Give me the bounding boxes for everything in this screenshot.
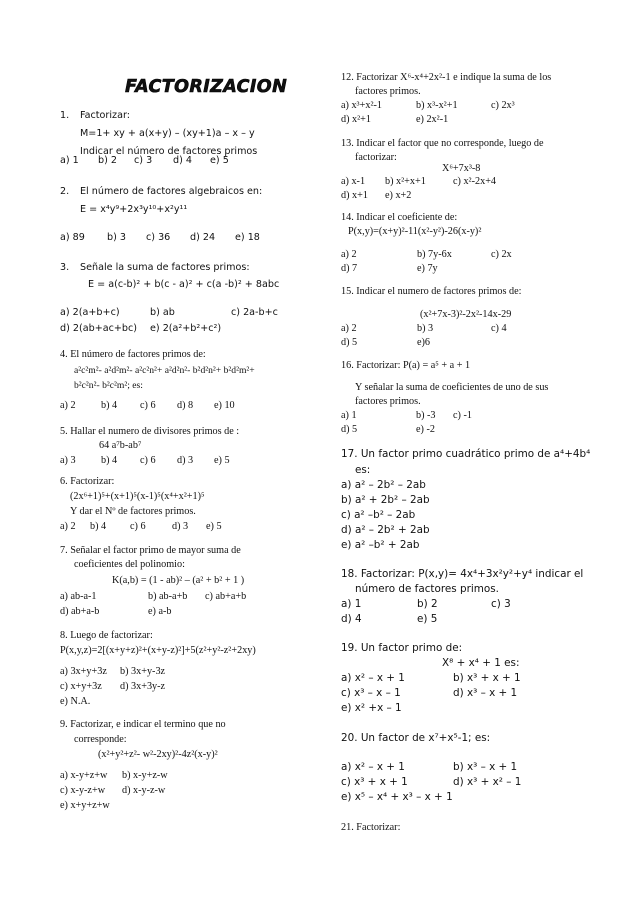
option: d) 7 (341, 263, 358, 274)
q1-options (60, 156, 332, 168)
q1-instruction: Indicar el número de factores primos (80, 146, 258, 157)
option: c) 2a-b+c (231, 307, 278, 318)
q18-text: 18. Factorizar: P(x,y)= 4x⁴+3x²y²+y⁴ indicar el (341, 568, 584, 580)
q16-instruction-cont: factores primos. (355, 396, 421, 407)
q17-text: 17. Un factor primo cuadrático primo de a⁴+4b⁴ (341, 448, 591, 460)
option: b) 4 (101, 455, 118, 466)
option: c) -1 (453, 410, 472, 421)
option: b) 3x+y-3z (120, 666, 166, 677)
q18-text-cont: número de factores primos. (355, 583, 499, 595)
option: e) a-b (148, 606, 172, 617)
q7-text: 7. Señalar el factor primo de mayor suma de (60, 545, 241, 556)
option: d) x²+1 (341, 114, 372, 125)
q8-text: 8. Luego de factorizar: (60, 630, 153, 641)
option: d) 2(ab+ac+bc) (60, 323, 138, 334)
option: e) 18 (235, 232, 260, 243)
option: a) 2 (341, 323, 357, 334)
option: c) 6 (140, 400, 156, 411)
q3-number: 3. (60, 262, 70, 273)
option: e) 5 (206, 521, 222, 532)
option: b) 4 (90, 521, 107, 532)
option: a) 1 (341, 598, 362, 610)
option: a) 1 (60, 155, 79, 166)
q6-options (60, 522, 332, 534)
option: c) 2x (491, 249, 512, 260)
option: d) 3x+3y-z (120, 681, 166, 692)
option: e) 2(a²+b²+c²) (150, 323, 222, 334)
option: d) x³ + x² – 1 (453, 776, 522, 788)
option: b) 4 (101, 400, 118, 411)
option: d) 8 (177, 400, 194, 411)
q5-text: 5. Hallar el numero de divisores primos de : (60, 426, 240, 437)
option: a) x² – x + 1 (341, 761, 405, 773)
q6-instruction: Y dar el Nº de factores primos. (70, 506, 196, 517)
option: c) a² –b² – 2ab (341, 509, 416, 521)
option: c) x+y+3z (60, 681, 102, 692)
q1-text: Factorizar: (80, 110, 130, 121)
q17-text-cont: es: (355, 464, 371, 476)
option: b) x-y+z-w (122, 770, 168, 781)
q19-expression: X⁸ + x⁴ + 1 es: (442, 657, 520, 669)
option: a) 2(a+b+c) (60, 307, 120, 318)
q13-text: 13. Indicar el factor que no corresponde, luego de (341, 138, 544, 149)
option: c) 6 (130, 521, 146, 532)
option: e) 5 (417, 613, 438, 625)
option: d) 24 (190, 232, 216, 243)
option: d) 5 (341, 337, 358, 348)
option: e) 5 (210, 155, 229, 166)
option: c) 3 (134, 155, 153, 166)
option: d) ab+a-b (60, 606, 100, 617)
option: b) 3 (417, 323, 434, 334)
option: e) 5 (214, 455, 230, 466)
q4-text: 4. El número de factores primos de: (60, 349, 206, 360)
option: a) 3 (60, 455, 76, 466)
option: c) 2x³ (491, 100, 515, 111)
option: e) x+2 (385, 190, 412, 201)
q9-text: 9. Factorizar, e indicar el termino que no (60, 719, 226, 730)
option: c) 6 (140, 455, 156, 466)
option: b) 3 (107, 232, 126, 243)
q2-text: El número de factores algebraicos en: (80, 186, 263, 197)
option: c) x²-2x+4 (453, 176, 497, 187)
option: a) 1 (341, 410, 357, 421)
q6-text: 6. Factorizar: (60, 476, 115, 487)
q4-expression-cont: b²c²n²- b²c²m²; es: (74, 380, 143, 391)
option: e) 2x²-1 (416, 114, 449, 125)
option: b) x³ + x + 1 (453, 672, 521, 684)
option: b) ab-a+b (148, 591, 188, 602)
option: a) x-y+z+w (60, 770, 108, 781)
option: d) x+1 (341, 190, 368, 201)
option: d) a² – 2b² + 2ab (341, 524, 430, 536)
option: b) -3 (416, 410, 436, 421)
q4-options (60, 401, 332, 413)
option: c) x³ – x – 1 (341, 687, 401, 699)
q13-expression: X⁶+7x³-8 (442, 163, 481, 174)
q16-instruction: Y señalar la suma de coeficientes de uno de sus (355, 382, 549, 393)
q15-expression: (x²+7x-3)²-2x²-14x-29 (420, 309, 512, 320)
q12-text: 12. Factorizar X⁶-x⁴+2x²-1 e indique la suma de los (341, 72, 552, 83)
option: a) x-1 (341, 176, 366, 187)
q3-expression: E = a(c-b)² + b(c - a)² + c(a -b)² + 8abc (88, 279, 280, 290)
q21-text: 21. Factorizar: (341, 822, 401, 833)
q19-text: 19. Un factor primo de: (341, 642, 463, 654)
option: c) 4 (491, 323, 507, 334)
q1-expression: M=1+ xy + a(x+y) – (xy+1)a – x – y (80, 128, 255, 139)
q5-expression: 64 a⁷b-ab⁷ (99, 440, 142, 451)
q14-expression: P(x,y)=(x+y)²-11(x²-y²)-26(x-y)² (348, 226, 482, 237)
option: c) 36 (146, 232, 171, 243)
option: a) 89 (60, 232, 85, 243)
option: e) x⁵ – x⁴ + x³ – x + 1 (341, 791, 453, 803)
option: a) 2 (60, 400, 76, 411)
option: e) 7y (417, 263, 438, 274)
q4-expression: a²c²m²- a²d²m²- a²c²n²+ a²d²n²- b²d²n²+ b²d²m²+ (74, 365, 255, 376)
option: a) 2 (60, 521, 76, 532)
option: e) 10 (214, 400, 235, 411)
option: e) x+y+z+w (60, 800, 110, 811)
option: e) x² +x – 1 (341, 702, 402, 714)
q7-expression: K(a,b) = (1 - ab)² – (a² + b² + 1 ) (112, 575, 245, 586)
option: c) ab+a+b (205, 591, 247, 602)
q9-text-cont: corresponde: (74, 734, 127, 745)
q9-expression: (x²+y²+z²- w²-2xy)²-4z²(x-y)² (98, 749, 218, 760)
q7-text-cont: coeficientes del polinomio: (74, 559, 185, 570)
option: a) ab-a-1 (60, 591, 97, 602)
option: b) x³-x²+1 (416, 100, 458, 111)
option: b) x³ – x + 1 (453, 761, 518, 773)
option: a) x² – x + 1 (341, 672, 405, 684)
option: a) x³+x²-1 (341, 100, 382, 111)
option: a) 2 (341, 249, 357, 260)
option: e)6 (417, 337, 431, 348)
option: a) 3x+y+3z (60, 666, 107, 677)
option: c) x³ + x + 1 (341, 776, 408, 788)
q5-options (60, 456, 332, 468)
option: d) 4 (173, 155, 192, 166)
q12-text-cont: factores primos. (355, 86, 421, 97)
option: e) a² –b² + 2ab (341, 539, 420, 551)
option: b) 2 (98, 155, 117, 166)
option: d) x³ – x + 1 (453, 687, 518, 699)
q2-options (60, 233, 332, 245)
option: c) 3 (491, 598, 511, 610)
option: d) 5 (341, 424, 358, 435)
option: b) 7y-6x (417, 249, 452, 260)
q8-expression: P(x,y,z)=2[(x+y+z)²+(x+y-z)²]+5(z²+y²-z²+2xy) (60, 645, 256, 656)
option: b) x²+x+1 (385, 176, 426, 187)
option: d) 4 (341, 613, 362, 625)
q14-text: 14. Indicar el coeficiente de: (341, 212, 458, 223)
option: c) x-y-z+w (60, 785, 106, 796)
option: d) 3 (172, 521, 189, 532)
option: e) -2 (416, 424, 435, 435)
q15-text: 15. Indicar el numero de factores primos de: (341, 286, 522, 297)
q2-expression: E = x⁴y⁹+2x³y¹⁰+x²y¹¹ (80, 204, 188, 215)
q1-number: 1. (60, 110, 70, 121)
option: b) a² + 2b² – 2ab (341, 494, 430, 506)
q6-expression: (2x⁶+1)⁵+(x+1)⁵(x-1)⁵(x⁴+x²+1)⁵ (70, 491, 205, 502)
q16-text: 16. Factorizar: P(a) = a⁵ + a + 1 (341, 360, 471, 371)
q13-text-cont: factorizar: (355, 152, 397, 163)
option: d) 3 (177, 455, 194, 466)
option: e) N.A. (60, 696, 91, 707)
option: b) 2 (417, 598, 438, 610)
q2-number: 2. (60, 186, 70, 197)
page-title: FACTORIZACION (125, 77, 288, 97)
q20-text: 20. Un factor de x⁷+x⁵-1; es: (341, 732, 491, 744)
option: b) ab (150, 307, 175, 318)
q3-text: Señale la suma de factores primos: (80, 262, 250, 273)
option: d) x-y-z-w (122, 785, 166, 796)
option: a) a² – 2b² – 2ab (341, 479, 426, 491)
